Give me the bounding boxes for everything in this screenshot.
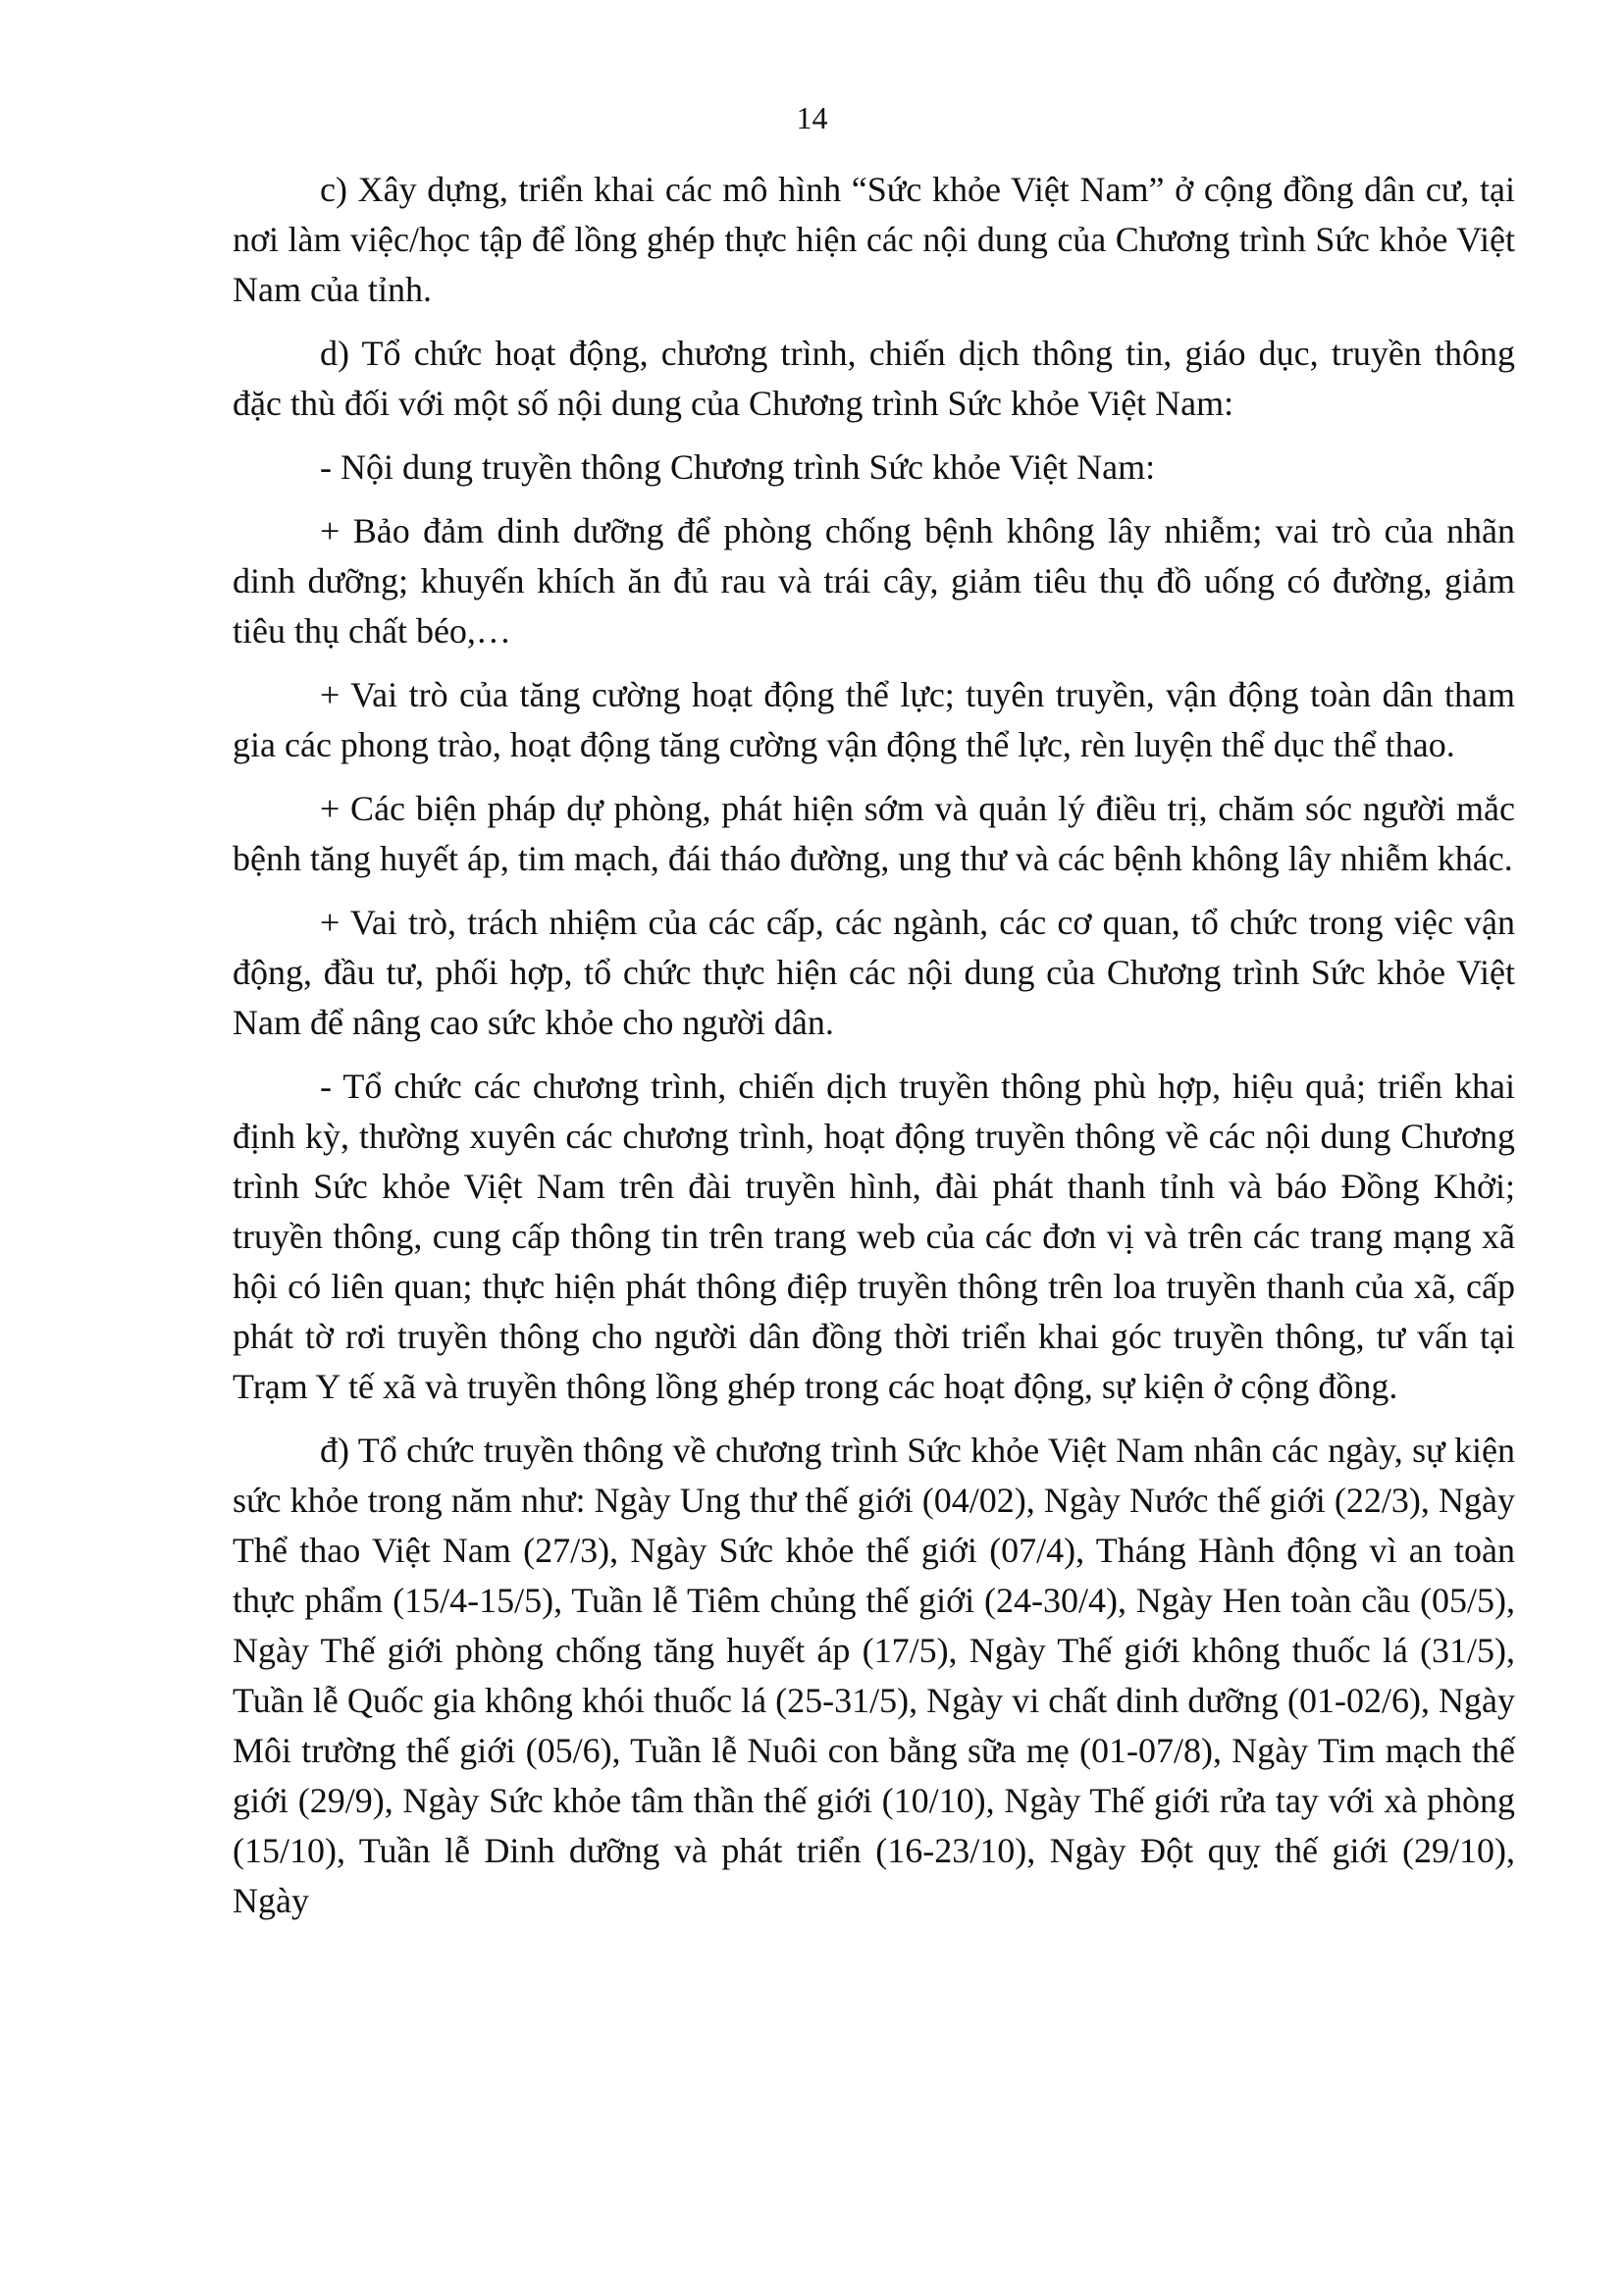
document-body [233, 165, 1515, 1940]
page-number: 14 [796, 100, 828, 135]
paragraph-responsibilities: + Vai trò, trách nhiệm của các cấp, các ngành, các cơ quan, tổ chức trong việc vận động, đầu tư, phối hợp, tổ chức thực hiện các nội dung của Chương trình Sức khỏe Việt Nam để nâng cao sức khỏe cho người dân. [233, 903, 1515, 1042]
paragraph-disease-prevention: + Các biện pháp dự phòng, phát hiện sớm và quản lý điều trị, chăm sóc người mắc bệnh tăng huyết áp, tim mạch, đái tháo đường, ung thư và các bệnh không lây nhiễm khác. [233, 789, 1515, 878]
paragraph-communication-campaigns: - Tổ chức các chương trình, chiến dịch truyền thông phù hợp, hiệu quả; triển khai định kỳ, thường xuyên các chương trình, hoạt động truyền thông về các nội dung Chương trình Sức khỏe Việt Nam trên đài truyền hình, đài phát thanh tỉnh và báo Đồng Khởi; truyền thông, cung cấp thông tin trên trang web của các đơn vị và trên các trang mạng xã hội có liên quan; thực hiện phát thông điệp truyền thông trên loa truyền thanh của xã, cấp phát tờ rơi truyền thông cho người dân đồng thời triển khai góc truyền thông, tư vấn tại Trạm Y tế xã và truyền thông lồng ghép trong các hoạt động, sự kiện ở cộng đồng. [233, 1067, 1515, 1406]
paragraph-nutrition: + Bảo đảm dinh dưỡng để phòng chống bệnh không lây nhiễm; vai trò của nhãn dinh dưỡng; khuyến khích ăn đủ rau và trái cây, giảm tiêu thụ đồ uống có đường, giảm tiêu thụ chất béo,… [233, 511, 1515, 651]
paragraph-physical-activity: + Vai trò của tăng cường hoạt động thể lực; tuyên truyền, vận động toàn dân tham gia các phong trào, hoạt động tăng cường vận động thể lực, rèn luyện thể dục thể thao. [233, 675, 1515, 764]
paragraph-c-health-models: c) Xây dựng, triển khai các mô hình “Sức khỏe Việt Nam” ở cộng đồng dân cư, tại nơi làm việc/học tập để lồng ghép thực hiện các nội dung của Chương trình Sức khỏe Việt Nam của tỉnh. [233, 170, 1515, 309]
paragraph-communication-content-heading: - Nội dung truyền thông Chương trình Sức khỏe Việt Nam: [320, 447, 1156, 487]
paragraph-dd-health-days: đ) Tổ chức truyền thông về chương trình Sức khỏe Việt Nam nhân các ngày, sự kiện sức khỏe trong năm như: Ngày Ung thư thế giới (04/02), Ngày Nước thế giới (22/3), Ngày Thể thao Việt Nam (27/3), Ngày Sức khỏe thế giới (07/4), Tháng Hành động vì an toàn thực phẩm (15/4-15/5), Tuần lễ Tiêm chủng thế giới (24-30/4), Ngày Hen toàn cầu (05/5), Ngày Thế giới phòng chống tăng huyết áp (17/5), Ngày Thế giới không thuốc lá (31/5), Tuần lễ Quốc gia không khói thuốc lá (25-31/5), Ngày vi chất dinh dưỡng (01-02/6), Ngày Môi trường thế giới (05/6), Tuần lễ Nuôi con bằng sữa mẹ (01-07/8), Ngày Tim mạch thế giới (29/9), Ngày Sức khỏe tâm thần thế giới (10/10), Ngày Thế giới rửa tay với xà phòng (15/10), Tuần lễ Dinh dưỡng và phát triển (16-23/10), Ngày Đột quỵ thế giới (29/10), Ngày [233, 1431, 1515, 1920]
paragraph-d-communication-activities: d) Tổ chức hoạt động, chương trình, chiến dịch thông tin, giáo dục, truyền thông đặc thù đối với một số nội dung của Chương trình Sức khỏe Việt Nam: [233, 334, 1515, 423]
